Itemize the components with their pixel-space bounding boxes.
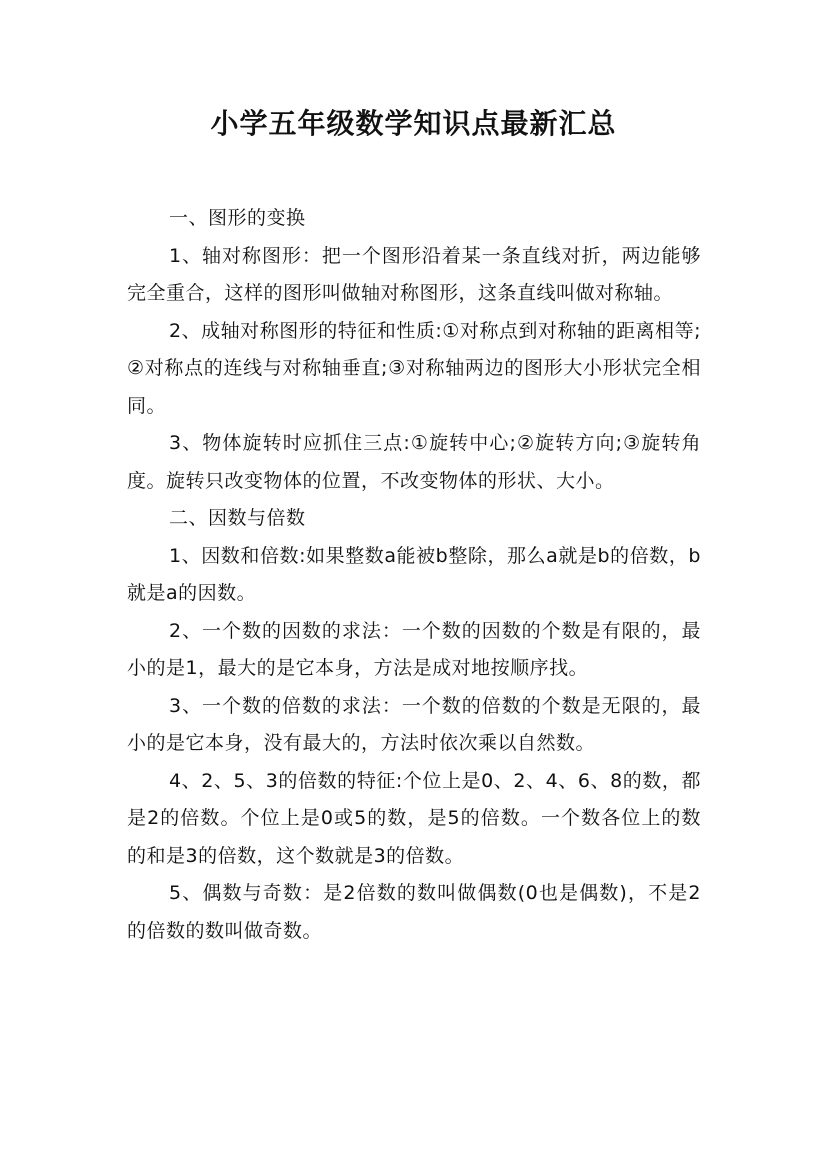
paragraph-finding-factors: 2、一个数的因数的求法：一个数的因数的个数是有限的，最小的是1，最大的是它本身，方法是成对地按顺序找。 — [127, 619, 701, 679]
paragraph-symmetry-properties: 2、成轴对称图形的特征和性质:①对称点到对称轴的距离相等;②对称点的连线与对称轴垂直;③对称轴两边的图形大小形状完全相同。 — [127, 319, 701, 417]
section-heading-factors-multiples: 二、因数与倍数 — [169, 507, 306, 529]
section-heading-transformations: 一、图形的变换 — [169, 207, 306, 229]
paragraph-multiples-of-2-5-3: 4、2、5、3的倍数的特征:个位上是0、2、4、6、8的数，都是2的倍数。个位上是0或5的数，是5的倍数。一个数各位上的数的和是3的倍数，这个数就是3的倍数。 — [127, 769, 701, 867]
document-title: 小学五年级数学知识点最新汇总 — [210, 107, 617, 140]
paragraph-factors-and-multiples: 1、因数和倍数:如果整数a能被b整除，那么a就是b的倍数，b就是a的因数。 — [127, 544, 701, 604]
paragraph-rotation: 3、物体旋转时应抓住三点:①旋转中心;②旋转方向;③旋转角度。旋转只改变物体的位置，不改变物体的形状、大小。 — [127, 432, 701, 492]
document-body — [127, 200, 701, 950]
paragraph-axial-symmetry: 1、轴对称图形：把一个图形沿着某一条直线对折，两边能够完全重合，这样的图形叫做轴对称图形，这条直线叫做对称轴。 — [127, 244, 701, 304]
paragraph-finding-multiples: 3、一个数的倍数的求法：一个数的倍数的个数是无限的，最小的是它本身，没有最大的，方法时依次乘以自然数。 — [127, 694, 701, 754]
paragraph-even-odd: 5、偶数与奇数：是2倍数的数叫做偶数(0也是偶数)，不是2的倍数的数叫做奇数。 — [127, 882, 701, 942]
